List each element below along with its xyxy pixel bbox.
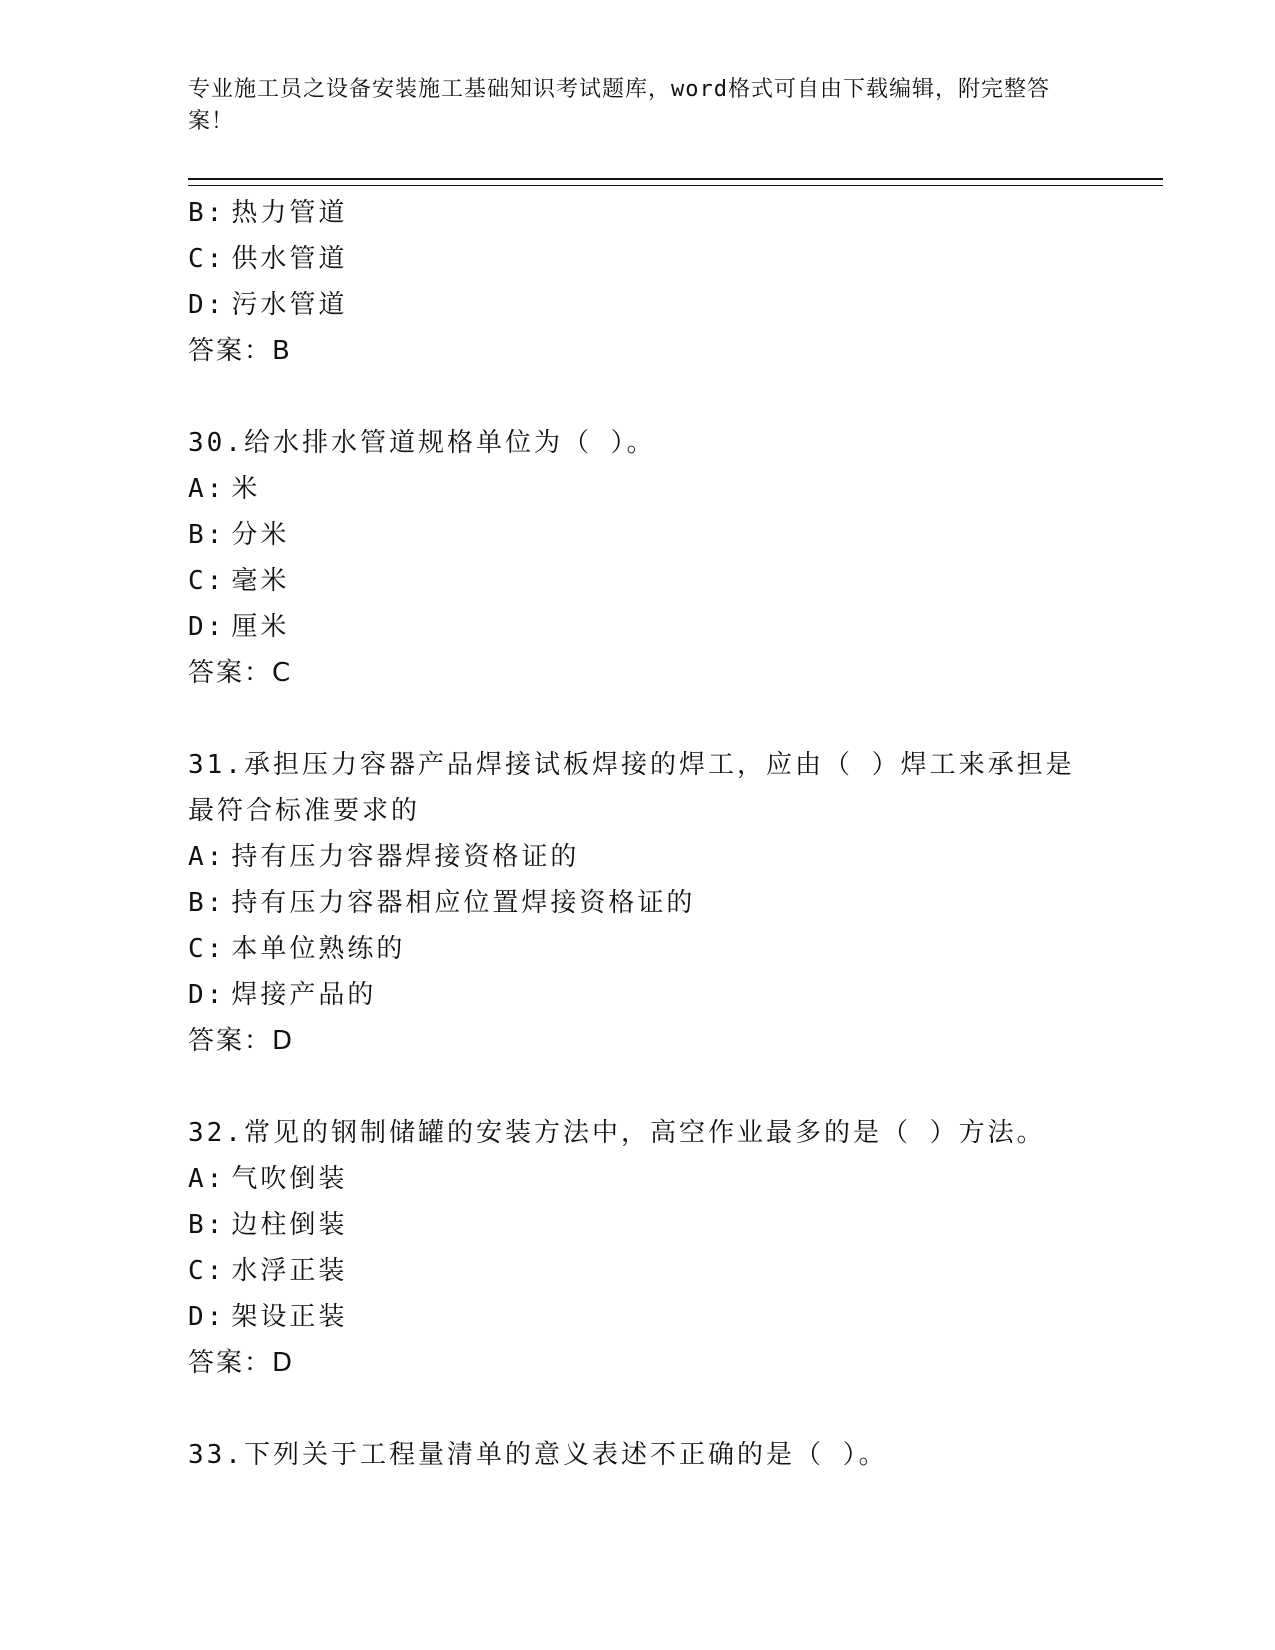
option-key: B: xyxy=(188,198,226,228)
option-key: C: xyxy=(188,566,226,596)
option-text: 热力管道 xyxy=(231,198,348,228)
option-key: A: xyxy=(188,474,226,504)
option-text: 分米 xyxy=(231,520,290,550)
option-b xyxy=(188,1202,1088,1248)
option-key: B: xyxy=(188,520,226,550)
question-stem xyxy=(188,742,1088,788)
answer-value: B xyxy=(272,336,292,366)
answer-line xyxy=(188,1340,1088,1386)
option-key: B: xyxy=(188,1210,226,1240)
option-text: 污水管道 xyxy=(231,290,348,320)
option-text: 厘米 xyxy=(231,612,290,642)
header-divider xyxy=(188,178,1163,186)
option-text: 架设正装 xyxy=(231,1302,348,1332)
option-c xyxy=(188,926,1088,972)
option-c xyxy=(188,558,1088,604)
option-text: 本单位熟练的 xyxy=(231,934,406,964)
question-list xyxy=(188,190,1088,1478)
option-text: 供水管道 xyxy=(231,244,348,274)
option-a xyxy=(188,1156,1088,1202)
answer-label: 答案： xyxy=(188,658,273,688)
answer-line xyxy=(188,650,1088,696)
document-header xyxy=(188,74,1068,138)
option-b xyxy=(188,512,1088,558)
option-text: 焊接产品的 xyxy=(231,980,377,1010)
answer-value: C xyxy=(272,658,293,688)
question-stem-text: 32.常见的钢制储罐的安装方法中，高空作业最多的是（ ）方法。 xyxy=(188,1118,1046,1148)
option-b xyxy=(188,190,1088,236)
answer-label: 答案： xyxy=(188,1026,273,1056)
option-d xyxy=(188,1294,1088,1340)
answer-value: D xyxy=(272,1348,295,1378)
option-d xyxy=(188,604,1088,650)
question-stem-text: 31.承担压力容器产品焊接试板焊接的焊工，应由（ ）焊工来承担是 xyxy=(188,750,1075,780)
option-a xyxy=(188,834,1088,880)
answer-line xyxy=(188,328,1088,374)
question-stem-text: 30.给水排水管道规格单位为（ ）。 xyxy=(188,428,656,458)
question-stem-continuation xyxy=(188,788,1088,834)
question-stem xyxy=(188,1432,1088,1478)
option-text: 边柱倒装 xyxy=(231,1210,348,1240)
option-text: 水浮正装 xyxy=(231,1256,348,1286)
option-key: C: xyxy=(188,1256,226,1286)
option-d xyxy=(188,972,1088,1018)
answer-line xyxy=(188,1018,1088,1064)
option-text: 气吹倒装 xyxy=(231,1164,348,1194)
header-text: 专业施工员之设备安装施工基础知识考试题库，word格式可自由下载编辑，附完整答案！ xyxy=(188,77,1050,134)
option-b xyxy=(188,880,1088,926)
option-c xyxy=(188,1248,1088,1294)
option-key: D: xyxy=(188,1302,226,1332)
spacer xyxy=(188,374,1088,420)
answer-value: D xyxy=(272,1026,295,1056)
option-key: C: xyxy=(188,934,226,964)
option-key: D: xyxy=(188,980,226,1010)
option-key: D: xyxy=(188,290,226,320)
option-a xyxy=(188,466,1088,512)
spacer xyxy=(188,1064,1088,1110)
question-stem-text: 33.下列关于工程量清单的意义表述不正确的是（ ）。 xyxy=(188,1440,888,1470)
option-text: 米 xyxy=(231,474,261,504)
option-text: 毫米 xyxy=(231,566,290,596)
question-stem-text: 最符合标准要求的 xyxy=(188,796,421,826)
option-key: D: xyxy=(188,612,226,642)
option-key: C: xyxy=(188,244,226,274)
option-key: A: xyxy=(188,1164,226,1194)
question-stem xyxy=(188,1110,1088,1156)
spacer xyxy=(188,696,1088,742)
answer-label: 答案： xyxy=(188,336,273,366)
option-key: A: xyxy=(188,842,226,872)
question-stem xyxy=(188,420,1088,466)
option-c xyxy=(188,236,1088,282)
option-d xyxy=(188,282,1088,328)
option-text: 持有压力容器焊接资格证的 xyxy=(231,842,580,872)
option-text: 持有压力容器相应位置焊接资格证的 xyxy=(231,888,696,918)
spacer xyxy=(188,1386,1088,1432)
answer-label: 答案： xyxy=(188,1348,273,1378)
option-key: B: xyxy=(188,888,226,918)
